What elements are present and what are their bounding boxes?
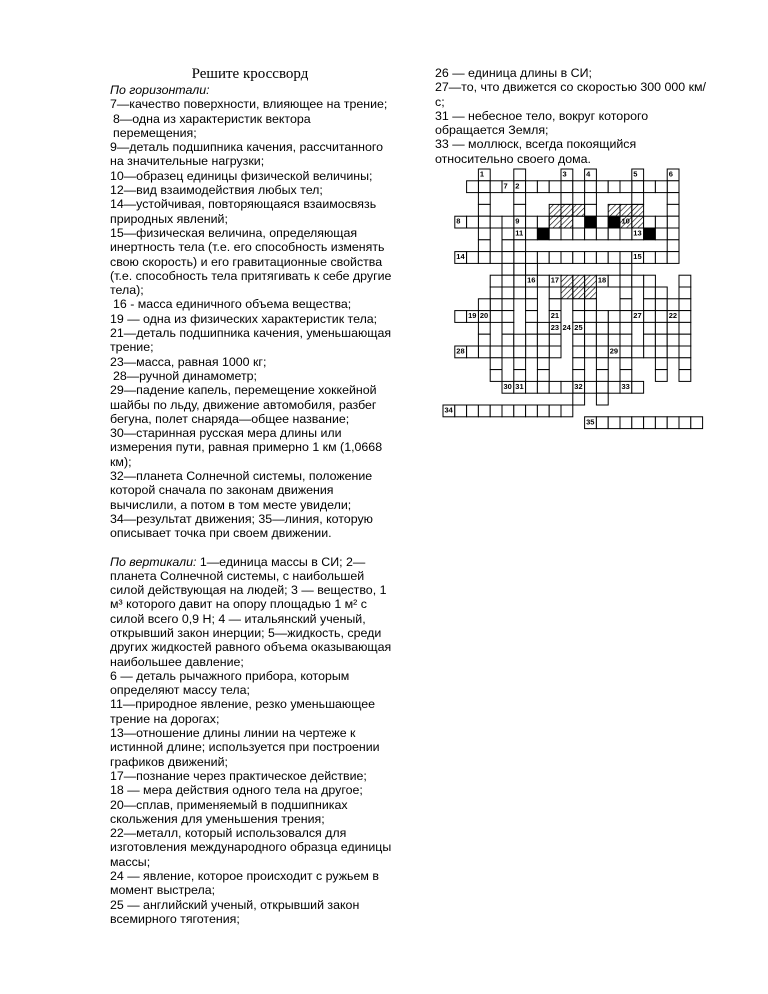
crossword-cell bbox=[644, 417, 656, 429]
crossword-cell bbox=[679, 370, 691, 382]
crossword-cell bbox=[549, 252, 561, 264]
crossword-cell bbox=[537, 370, 549, 382]
crossword-cell bbox=[585, 193, 597, 205]
crossword-cell bbox=[537, 181, 549, 193]
crossword-cell bbox=[679, 275, 691, 287]
crossword-cell bbox=[655, 299, 667, 311]
crossword-cell bbox=[596, 322, 608, 334]
crossword-number-12: 12 bbox=[538, 228, 548, 238]
crossword-cell bbox=[467, 346, 479, 358]
crossword-cell bbox=[490, 275, 502, 287]
crossword-cell bbox=[573, 358, 585, 370]
crossword-number-34: 34 bbox=[444, 405, 453, 415]
crossword-cell-shaded bbox=[549, 204, 561, 216]
crossword-cell bbox=[679, 299, 691, 311]
crossword-cell bbox=[502, 252, 514, 264]
crossword-cell bbox=[537, 322, 549, 334]
crossword-cell bbox=[573, 370, 585, 382]
clue-h-10: 10—образец единицы физической величины; bbox=[110, 168, 373, 183]
clue-v-20: 20—сплав, применяемый в подшипниках скольжения для уменьшения трения; bbox=[110, 797, 348, 826]
crossword-cell bbox=[502, 228, 514, 240]
crossword-cell bbox=[467, 252, 479, 264]
crossword-cell bbox=[490, 346, 502, 358]
crossword-cell bbox=[549, 287, 561, 299]
crossword-cell bbox=[620, 252, 632, 264]
crossword-cell bbox=[549, 299, 561, 311]
crossword-cell bbox=[585, 381, 597, 393]
crossword-cell bbox=[620, 299, 632, 311]
crossword-cell bbox=[620, 358, 632, 370]
crossword-cell bbox=[502, 240, 514, 252]
clue-h-26: 26 — единица длины в СИ; bbox=[435, 66, 592, 80]
crossword-number-16: 16 bbox=[527, 275, 536, 285]
crossword-cell bbox=[644, 346, 656, 358]
crossword-cell bbox=[502, 263, 514, 275]
crossword-cell bbox=[608, 275, 620, 287]
crossword-cell bbox=[679, 346, 691, 358]
crossword-cell bbox=[655, 181, 667, 193]
crossword-cell bbox=[620, 346, 632, 358]
crossword-cell bbox=[514, 204, 526, 216]
crossword-cell bbox=[502, 311, 514, 323]
crossword-cell bbox=[620, 287, 632, 299]
crossword-cell-shaded bbox=[632, 216, 644, 228]
crossword-cell bbox=[608, 181, 620, 193]
crossword-cell bbox=[667, 216, 679, 228]
crossword-cell-shaded bbox=[561, 204, 573, 216]
crossword-cell bbox=[667, 334, 679, 346]
crossword-cell bbox=[608, 252, 620, 264]
crossword-cell bbox=[514, 287, 526, 299]
crossword-cell bbox=[585, 311, 597, 323]
crossword-cell bbox=[526, 216, 538, 228]
crossword-number-8: 8 bbox=[456, 216, 461, 226]
crossword-cell bbox=[596, 311, 608, 323]
crossword-cell bbox=[644, 275, 656, 287]
crossword-cell bbox=[573, 334, 585, 346]
crossword-number-13: 13 bbox=[633, 228, 642, 238]
crossword-number-5: 5 bbox=[633, 169, 638, 179]
crossword-cell bbox=[478, 405, 490, 417]
crossword-cell bbox=[679, 287, 691, 299]
crossword-cell-shaded bbox=[549, 216, 561, 228]
crossword-cell bbox=[667, 240, 679, 252]
clue-h-30: 30—старинная русская мера длины или измерения пути, равная примерно 1 км (1,0668 км); bbox=[110, 426, 383, 469]
crossword-cell bbox=[573, 228, 585, 240]
crossword-cell bbox=[478, 299, 490, 311]
crossword-cell bbox=[514, 240, 526, 252]
clue-h-33: 33 — моллюск, всегда покоящийся относительно своего дома. bbox=[435, 137, 637, 166]
crossword-number-1: 1 bbox=[479, 169, 485, 179]
left-column bbox=[110, 83, 392, 926]
crossword-cell bbox=[561, 252, 573, 264]
crossword-cell bbox=[620, 322, 632, 334]
crossword-cell bbox=[537, 216, 549, 228]
crossword-cell bbox=[537, 358, 549, 370]
crossword-cell bbox=[596, 417, 608, 429]
clue-v-11: 11—природное явление, резко уменьшающее трение на дорогах; bbox=[110, 697, 376, 726]
clue-v-6: 6 — деталь рычажного прибора, которым определяют массу тела; bbox=[110, 668, 350, 698]
crossword-cell bbox=[526, 322, 538, 334]
crossword-cell bbox=[573, 299, 585, 311]
crossword-cell bbox=[644, 287, 656, 299]
crossword-cell bbox=[455, 311, 467, 323]
crossword-cell bbox=[573, 393, 585, 405]
crossword-cell bbox=[655, 334, 667, 346]
crossword-cell bbox=[478, 216, 490, 228]
crossword-cell-shaded bbox=[632, 204, 644, 216]
crossword-cell bbox=[514, 275, 526, 287]
crossword-cell bbox=[502, 275, 514, 287]
crossword-number-31: 31 bbox=[515, 381, 524, 391]
crossword-number-6: 6 bbox=[668, 169, 673, 179]
crossword-cell bbox=[514, 370, 526, 382]
crossword-cell-shaded bbox=[561, 216, 573, 228]
crossword-cell bbox=[667, 204, 679, 216]
crossword-cell bbox=[679, 358, 691, 370]
crossword-cell bbox=[526, 405, 538, 417]
crossword-cell bbox=[596, 252, 608, 264]
crossword-cell bbox=[679, 322, 691, 334]
crossword-cell bbox=[478, 240, 490, 252]
crossword-cell bbox=[561, 228, 573, 240]
crossword-cell bbox=[667, 193, 679, 205]
crossword-cell bbox=[526, 263, 538, 275]
crossword-cell bbox=[490, 287, 502, 299]
crossword-number-27: 27 bbox=[633, 311, 642, 321]
crossword-number-28: 28 bbox=[456, 346, 465, 356]
crossword-cell bbox=[537, 381, 549, 393]
crossword-cell bbox=[585, 228, 597, 240]
crossword-cell bbox=[526, 287, 538, 299]
crossword-cell bbox=[478, 252, 490, 264]
crossword-cell bbox=[667, 417, 679, 429]
crossword-svg bbox=[440, 165, 710, 427]
crossword-cell bbox=[655, 216, 667, 228]
crossword-number-35: 35 bbox=[586, 417, 595, 427]
crossword-cell bbox=[620, 417, 632, 429]
crossword-number-25: 25 bbox=[574, 322, 583, 332]
crossword-cell bbox=[526, 334, 538, 346]
crossword-cell bbox=[537, 334, 549, 346]
crossword-number-15: 15 bbox=[633, 252, 642, 262]
crossword-number-4: 4 bbox=[586, 169, 591, 179]
crossword-cell bbox=[632, 193, 644, 205]
crossword-cell bbox=[644, 181, 656, 193]
crossword-cell bbox=[585, 322, 597, 334]
crossword-cell bbox=[549, 381, 561, 393]
crossword-cell-black bbox=[608, 216, 620, 228]
crossword-cell bbox=[596, 370, 608, 382]
crossword-cell-black bbox=[644, 228, 656, 240]
crossword-cell bbox=[490, 181, 502, 193]
crossword-cell bbox=[549, 334, 561, 346]
crossword-cell bbox=[620, 228, 632, 240]
crossword-cell bbox=[573, 252, 585, 264]
crossword-cell bbox=[644, 299, 656, 311]
crossword-cell bbox=[644, 216, 656, 228]
crossword-cell bbox=[561, 405, 573, 417]
crossword-cell bbox=[655, 346, 667, 358]
crossword-cell bbox=[467, 181, 479, 193]
crossword-cell bbox=[514, 193, 526, 205]
crossword-cell bbox=[478, 181, 490, 193]
crossword-cell bbox=[502, 287, 514, 299]
crossword-cell bbox=[478, 322, 490, 334]
crossword-cell-shaded bbox=[573, 275, 585, 287]
crossword-number-2: 2 bbox=[515, 181, 520, 191]
crossword-cell bbox=[667, 252, 679, 264]
vertical-lead bbox=[110, 555, 392, 669]
clue-v-22: 22—металл, который использовался для изготовления международного образца единицы массы; bbox=[110, 826, 392, 869]
crossword-number-20: 20 bbox=[479, 311, 489, 321]
crossword-number-29: 29 bbox=[609, 346, 619, 356]
crossword-cell bbox=[490, 216, 502, 228]
crossword-cell bbox=[514, 334, 526, 346]
crossword-cell bbox=[561, 381, 573, 393]
crossword-cell bbox=[644, 334, 656, 346]
crossword-cell bbox=[644, 311, 656, 323]
crossword-cell bbox=[655, 322, 667, 334]
crossword-cell bbox=[490, 311, 502, 323]
crossword-cell bbox=[502, 405, 514, 417]
clue-h-32: 32—планета Солнечной системы, положение которой сначала по законам движения вычислили, а потом в том месте увидели; bbox=[110, 469, 373, 512]
crossword-cell-shaded bbox=[608, 204, 620, 216]
crossword-cell bbox=[585, 181, 597, 193]
crossword-cell bbox=[644, 322, 656, 334]
crossword-cell bbox=[526, 381, 538, 393]
crossword-cell bbox=[596, 334, 608, 346]
clue-v-1-5: 1—единица массы в СИ; 2—планета Солнечной системы, с наибольшей силой действующая на людей; 3 — вещество, 1 м³ которого давит на опору площадью 1 м² с силой всего 0,9 Н; 4 — итальянский ученый, открывший закон инерции; 5—жидкость, среди других жидкостей равного объема оказывающая наибольшее давление; bbox=[110, 554, 392, 669]
crossword-cell bbox=[478, 228, 490, 240]
crossword-cell bbox=[585, 252, 597, 264]
crossword-number-32: 32 bbox=[574, 381, 583, 391]
crossword-cell bbox=[573, 346, 585, 358]
crossword-cell bbox=[549, 228, 561, 240]
clue-h-34-35: 34—результат движения; 35—линия, которую описывает точка при своем движении. bbox=[110, 511, 373, 541]
crossword-cell bbox=[620, 275, 632, 287]
crossword-cell bbox=[502, 334, 514, 346]
crossword-cell bbox=[691, 417, 703, 429]
crossword-cell bbox=[667, 299, 679, 311]
crossword-cell-black bbox=[585, 216, 597, 228]
clue-h-19-21: 19 — одна из физических характеристик тела; 21—деталь подшипника качения, уменьшающая трение; bbox=[110, 311, 392, 355]
crossword-cell bbox=[537, 252, 549, 264]
crossword-cell bbox=[620, 334, 632, 346]
crossword-cell bbox=[596, 181, 608, 193]
crossword-cell bbox=[655, 228, 667, 240]
crossword-number-11: 11 bbox=[515, 228, 524, 238]
crossword-cell bbox=[632, 181, 644, 193]
page-title: Решите кроссворд bbox=[191, 66, 309, 82]
crossword-cell bbox=[632, 417, 644, 429]
clue-h-23: 23—масса, равная 1000 кг; bbox=[110, 354, 267, 369]
crossword-cell-shaded bbox=[573, 204, 585, 216]
crossword-cell bbox=[514, 169, 526, 181]
crossword-cell bbox=[655, 370, 667, 382]
crossword-cell bbox=[573, 216, 585, 228]
crossword-number-17: 17 bbox=[550, 275, 560, 285]
crossword-cell bbox=[655, 311, 667, 323]
clue-h-16: 16 - масса единичного объема вещества; bbox=[113, 297, 352, 312]
crossword-cell bbox=[455, 405, 467, 417]
crossword-number-30: 30 bbox=[503, 381, 512, 391]
clue-h-14: 14—устойчивая, повторяющаяся взаимосвязь природных явлений; bbox=[110, 197, 377, 226]
clue-h-28: 28—ручной динамометр; bbox=[113, 368, 257, 383]
crossword-cell bbox=[478, 193, 490, 205]
crossword-number-22: 22 bbox=[668, 311, 678, 321]
crossword-cell bbox=[490, 358, 502, 370]
crossword-cell bbox=[514, 252, 526, 264]
crossword-cell bbox=[514, 263, 526, 275]
crossword-cell bbox=[644, 252, 656, 264]
crossword-cell bbox=[596, 228, 608, 240]
clue-h-27: 27—то, что движется со скоростью 300 000 км/с; bbox=[435, 80, 706, 109]
crossword-cell bbox=[490, 405, 502, 417]
crossword-cell bbox=[585, 204, 597, 216]
crossword-cell bbox=[490, 252, 502, 264]
crossword-cell bbox=[655, 252, 667, 264]
crossword-cell bbox=[526, 228, 538, 240]
crossword-number-21: 21 bbox=[550, 311, 560, 321]
clue-h-12: 12—вид взаимодействия любых тел; bbox=[110, 183, 323, 198]
crossword-cell bbox=[585, 334, 597, 346]
crossword-cell bbox=[667, 181, 679, 193]
crossword-cell bbox=[608, 334, 620, 346]
crossword-cell bbox=[478, 204, 490, 216]
crossword-cell bbox=[679, 311, 691, 323]
clue-h-8: 8—одна из характеристик вектора перемещения; bbox=[113, 111, 311, 140]
crossword-cell bbox=[502, 216, 514, 228]
crossword-cell bbox=[632, 346, 644, 358]
crossword-cell bbox=[596, 358, 608, 370]
crossword-cell bbox=[549, 346, 561, 358]
crossword-cell-shaded bbox=[561, 287, 573, 299]
crossword-cell bbox=[526, 346, 538, 358]
crossword-grid bbox=[440, 165, 710, 427]
clue-v-13: 13—отношение длины линии на чертеже к истинной длине; используется при построении графиков движений; bbox=[110, 726, 380, 769]
crossword-cell bbox=[608, 228, 620, 240]
clue-h-29: 29—падение капель, перемещение хоккейной шайбы по льду, движение автомобиля, разбег бегуна, полет снаряда—общее название; bbox=[110, 383, 377, 426]
crossword-cell bbox=[655, 417, 667, 429]
crossword-cell bbox=[632, 275, 644, 287]
crossword-number-33: 33 bbox=[621, 381, 630, 391]
crossword-cell bbox=[514, 358, 526, 370]
crossword-number-19: 19 bbox=[468, 311, 477, 321]
clue-h-9: 9—деталь подшипника качения, рассчитанного на значительные нагрузки; bbox=[110, 140, 384, 169]
crossword-number-7: 7 bbox=[503, 181, 508, 191]
crossword-cell bbox=[537, 275, 549, 287]
crossword-number-24: 24 bbox=[562, 322, 571, 332]
crossword-cell bbox=[490, 370, 502, 382]
crossword-cell bbox=[608, 381, 620, 393]
crossword-cell bbox=[608, 311, 620, 323]
crossword-cell bbox=[478, 334, 490, 346]
crossword-cell bbox=[655, 358, 667, 370]
crossword-cell bbox=[596, 381, 608, 393]
crossword-cell bbox=[467, 216, 479, 228]
crossword-cell bbox=[667, 346, 679, 358]
crossword-cell bbox=[526, 181, 538, 193]
crossword-cell-shaded bbox=[573, 287, 585, 299]
clue-h-15: 15—физическая величина, определяющая инертность тела (т.е. его способность изменять свою скорость) и его гравитационные свойства (т.е. способность тела притягивать к себе другие тела); bbox=[110, 225, 392, 298]
crossword-cell bbox=[679, 334, 691, 346]
crossword-cell bbox=[667, 228, 679, 240]
crossword-cell-shaded bbox=[585, 287, 597, 299]
crossword-number-3: 3 bbox=[562, 169, 567, 179]
crossword-cell bbox=[514, 346, 526, 358]
crossword-number-10: 10 bbox=[621, 216, 630, 226]
crossword-cell bbox=[573, 181, 585, 193]
clue-v-24: 24 — явление, которое происходит с ружьем в момент выстрела; bbox=[110, 869, 379, 898]
crossword-cell bbox=[514, 405, 526, 417]
crossword-cell-shaded bbox=[561, 275, 573, 287]
clue-h-7: 7—качество поверхности, влияющее на трение; bbox=[110, 97, 388, 112]
crossword-cell bbox=[490, 299, 502, 311]
crossword-cell bbox=[620, 181, 632, 193]
crossword-cell-shaded bbox=[620, 204, 632, 216]
crossword-cell bbox=[549, 405, 561, 417]
crossword-cell bbox=[596, 346, 608, 358]
crossword-cell bbox=[596, 393, 608, 405]
crossword-cell bbox=[620, 263, 632, 275]
crossword-cell bbox=[561, 193, 573, 205]
crossword-cell bbox=[620, 311, 632, 323]
crossword-cell bbox=[608, 417, 620, 429]
crossword-cell bbox=[608, 322, 620, 334]
crossword-cell bbox=[526, 299, 538, 311]
crossword-cell bbox=[526, 311, 538, 323]
crossword-cell bbox=[632, 381, 644, 393]
clue-v-25: 25 — английский ученый, открывший закон всемирного тяготения; bbox=[110, 897, 360, 926]
crossword-number-9: 9 bbox=[515, 216, 520, 226]
crossword-cell bbox=[478, 346, 490, 358]
crossword-number-14: 14 bbox=[456, 252, 465, 262]
crossword-number-23: 23 bbox=[550, 322, 560, 332]
crossword-cell bbox=[596, 216, 608, 228]
crossword-cell bbox=[537, 405, 549, 417]
crossword-cell bbox=[585, 346, 597, 358]
crossword-cell bbox=[502, 299, 514, 311]
crossword-cell bbox=[526, 252, 538, 264]
crossword-cell bbox=[667, 322, 679, 334]
crossword-cell bbox=[655, 287, 667, 299]
clue-h-31: 31 — небесное тело, вокруг которого обращается Земля; bbox=[435, 108, 649, 138]
vertical-heading: По вертикали: bbox=[110, 554, 197, 569]
right-column bbox=[435, 66, 707, 166]
crossword-cell bbox=[502, 346, 514, 358]
crossword-cell bbox=[585, 299, 597, 311]
crossword-cell bbox=[573, 311, 585, 323]
crossword-cell bbox=[502, 322, 514, 334]
crossword-cell-shaded bbox=[585, 275, 597, 287]
clue-v-18: 18 — мера действия одного тела на другое; bbox=[110, 783, 363, 798]
crossword-cell bbox=[549, 181, 561, 193]
crossword-number-18: 18 bbox=[597, 275, 607, 285]
crossword-cell bbox=[561, 181, 573, 193]
crossword-cell bbox=[620, 370, 632, 382]
horizontal-heading: По горизонтали: bbox=[110, 83, 210, 97]
crossword-cell bbox=[679, 417, 691, 429]
crossword-cell bbox=[467, 405, 479, 417]
crossword-cell bbox=[537, 346, 549, 358]
clue-v-17: 17—познание через практическое действие; bbox=[110, 768, 367, 783]
